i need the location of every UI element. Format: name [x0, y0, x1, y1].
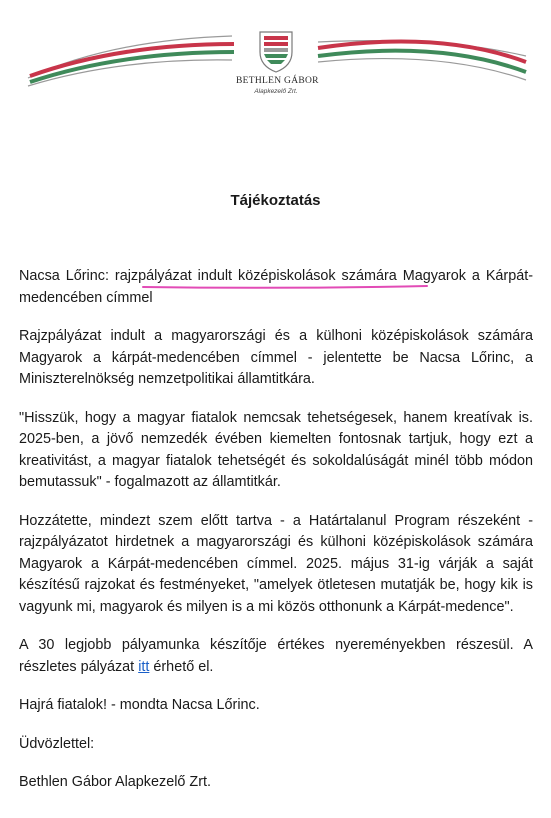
paragraph-details: Hozzátette, mindezt szem előtt tartva - a Határtalanul Program részeként - rajzpályázatot hirdetnek a magyarországi és külhoni középiskolások számára Magyarok a Kárpát-medencében címmel. 2025. május 31-ig várják a saját készítésű rajzokat és festményeket, "amelyek ötletesen mutatják be, hogy kik is vagyunk mi, magyarok és milyen is a mi közös otthonunk a Kárpát-medence".	[19, 512, 533, 615]
paragraph-quote: "Hisszük, hogy a magyar fiatalok nemcsak tehetségesek, hanem kreatívak is. 2025-ben, a jövő nemzedék évében kiemelten fontosnak tartjuk, hogy ezt a kreativitást, a magyar fiatalok tehetségét és sokoldalúságát minél több módon bemutassuk" - fogalmazott az államtitkár.	[19, 409, 533, 490]
paragraph-announcement: Rajzpályázat indult a magyarországi és a külhoni középiskolások számára Magyarok a kárpát-medencében címmel - jelentette be Nacsa Lőrinc, a Miniszterelnökség nemzetpolitikai államtitkára.	[19, 328, 533, 387]
prizes-text-pre: A 30 legjobb pályamunka készítője értékes nyereményekben részesül. A részletes pályázat	[19, 637, 533, 675]
paragraph-prizes	[19, 635, 533, 678]
letterhead	[0, 0, 551, 110]
page-title: Tájékoztatás	[230, 192, 321, 209]
tender-details-link[interactable]: itt	[138, 658, 150, 675]
lead-highlighted-text: rajzpályázat indult középiskolások számára	[114, 268, 397, 284]
prizes-text-post: érhető el.	[149, 658, 214, 675]
signature: Bethlen Gábor Alapkezelő Zrt.	[19, 774, 211, 790]
lead-text-post: Magyarok a Kárpát-medencében címmel	[19, 268, 534, 306]
paragraph-closing-quote: Hajrá fiatalok! - mondta Nacsa Lőrinc.	[19, 697, 260, 713]
lead-text-pre: Nacsa Lőrinc:	[19, 268, 115, 284]
document-body	[19, 266, 533, 811]
logo-emblem-icon	[246, 28, 306, 74]
organization-subtitle: Alapkezelő Zrt.	[254, 88, 298, 95]
organization-logo	[246, 28, 306, 79]
organization-name: BETHLEN GÁBOR	[236, 76, 319, 86]
lead-paragraph	[19, 266, 533, 309]
highlight-underline	[141, 284, 429, 290]
salutation: Üdvözlettel:	[19, 735, 95, 752]
